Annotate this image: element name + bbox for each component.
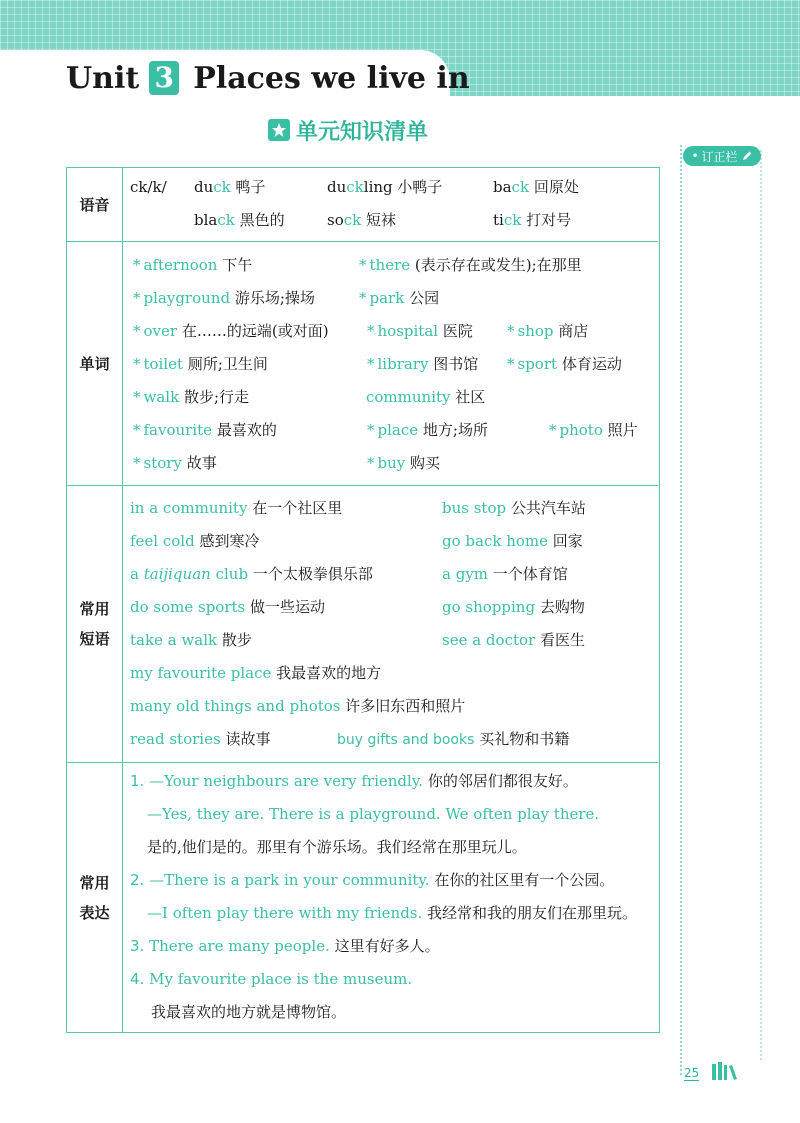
vocab-item: * hospital 医院 <box>367 322 473 340</box>
vocab-item: * favourite 最喜欢的 <box>133 421 277 439</box>
phrase-item: go shopping 去购物 <box>442 598 585 616</box>
vocab-item: * toilet 厕所;卫生间 <box>133 355 268 373</box>
phonics-word: sock 短袜 <box>327 211 397 229</box>
margin-dotted-line <box>680 145 682 1075</box>
phonics-word: black 黑色的 <box>194 211 285 229</box>
phonics-label: 语音 <box>67 168 123 241</box>
phrase-item: see a doctor 看医生 <box>442 631 585 649</box>
expression-line: 2. —There is a park in your community. 在你的社区里有一个公园。 <box>130 871 615 889</box>
vocab-item: * walk 散步;行走 <box>133 388 250 406</box>
vocab-item: * afternoon 下午 <box>133 256 253 274</box>
expression-line: 1. —Your neighbours are very friendly. 你的邻居们都很友好。 <box>130 772 578 790</box>
pencil-icon <box>741 150 753 162</box>
expression-line: 是的,他们是的。那里有个游乐场。我们经常在那里玩儿。 <box>147 838 527 856</box>
phonics-rule: ck/k/ <box>130 178 167 196</box>
expression-line: 3. There are many people. 这里有好多人。 <box>130 937 440 955</box>
phrase-item: many old things and photos 许多旧东西和照片 <box>130 697 466 715</box>
phrase-item: bus stop 公共汽车站 <box>442 499 586 517</box>
expression-line: 4. My favourite place is the museum. <box>130 970 413 988</box>
phonics-word: tick 打对号 <box>493 211 572 229</box>
phrase-item: my favourite place 我最喜欢的地方 <box>130 664 382 682</box>
vocab-item: * buy 购买 <box>367 454 441 472</box>
page-number: 25 <box>684 1066 700 1080</box>
phrase-item: feel cold 感到寒冷 <box>130 532 260 550</box>
expression-line: —I often play there with my friends. 我经常和我的朋友们在那里玩。 <box>147 904 638 922</box>
phrase-item: read stories 读故事 <box>130 730 271 748</box>
expressions-row <box>67 763 658 1032</box>
star-icon <box>268 119 290 141</box>
vocab-item: * photo 照片 <box>549 421 638 439</box>
vocab-item: * story 故事 <box>133 454 217 472</box>
unit-word: Unit <box>66 60 140 96</box>
vocab-item: * playground 游乐场;操场 <box>133 289 315 307</box>
books-icon <box>712 1062 738 1080</box>
knowledge-table <box>66 167 660 1033</box>
phrase-item: a gym 一个体育馆 <box>442 565 568 583</box>
expressions-label: 常用 表达 <box>67 763 123 1032</box>
phrases-label: 常用 短语 <box>67 486 123 762</box>
vocab-item: * library 图书馆 <box>367 355 479 373</box>
vocab-item: * park 公园 <box>359 289 440 307</box>
expression-line: 我最喜欢的地方就是博物馆。 <box>151 1003 347 1021</box>
vocab-item: * sport 体育运动 <box>507 355 622 373</box>
vocab-row <box>67 242 658 486</box>
vocab-item: * place 地方;场所 <box>367 421 488 439</box>
vocab-label: 单词 <box>67 242 123 485</box>
phrase-item: in a community 在一个社区里 <box>130 499 343 517</box>
phonics-word: back 回原处 <box>493 178 579 196</box>
phonics-word: duckling 小鸭子 <box>327 178 443 196</box>
phrase-item: take a walk 散步 <box>130 631 252 649</box>
expression-line: —Yes, they are. There is a playground. We often play there. <box>147 805 600 823</box>
unit-number-badge: 3 <box>149 61 179 95</box>
section-header <box>268 115 428 145</box>
phrase-item: a taijiquan club 一个太极拳俱乐部 <box>130 565 373 583</box>
unit-title <box>66 58 470 98</box>
vocab-item: community 社区 <box>366 388 486 406</box>
unit-title-text: Places we live in <box>193 60 470 96</box>
phrase-item: do some sports 做一些运动 <box>130 598 326 616</box>
section-title: 单元知识清单 <box>296 119 429 145</box>
phrase-item: go back home 回家 <box>442 532 583 550</box>
vocab-item: * there (表示存在或发生);在那里 <box>359 256 582 274</box>
phonics-word: duck 鸭子 <box>194 178 266 196</box>
correction-column-label: 订正栏 <box>701 149 738 164</box>
correction-column-tab: • 订正栏 <box>683 146 761 166</box>
vocab-item: * over 在……的远端(或对面) <box>133 322 329 340</box>
vocab-item: * shop 商店 <box>507 322 589 340</box>
phonics-row <box>67 168 658 242</box>
phrase-item: buy gifts and books 买礼物和书籍 <box>337 730 570 748</box>
edge-dotted-line <box>760 150 762 1060</box>
phrases-row <box>67 486 658 763</box>
